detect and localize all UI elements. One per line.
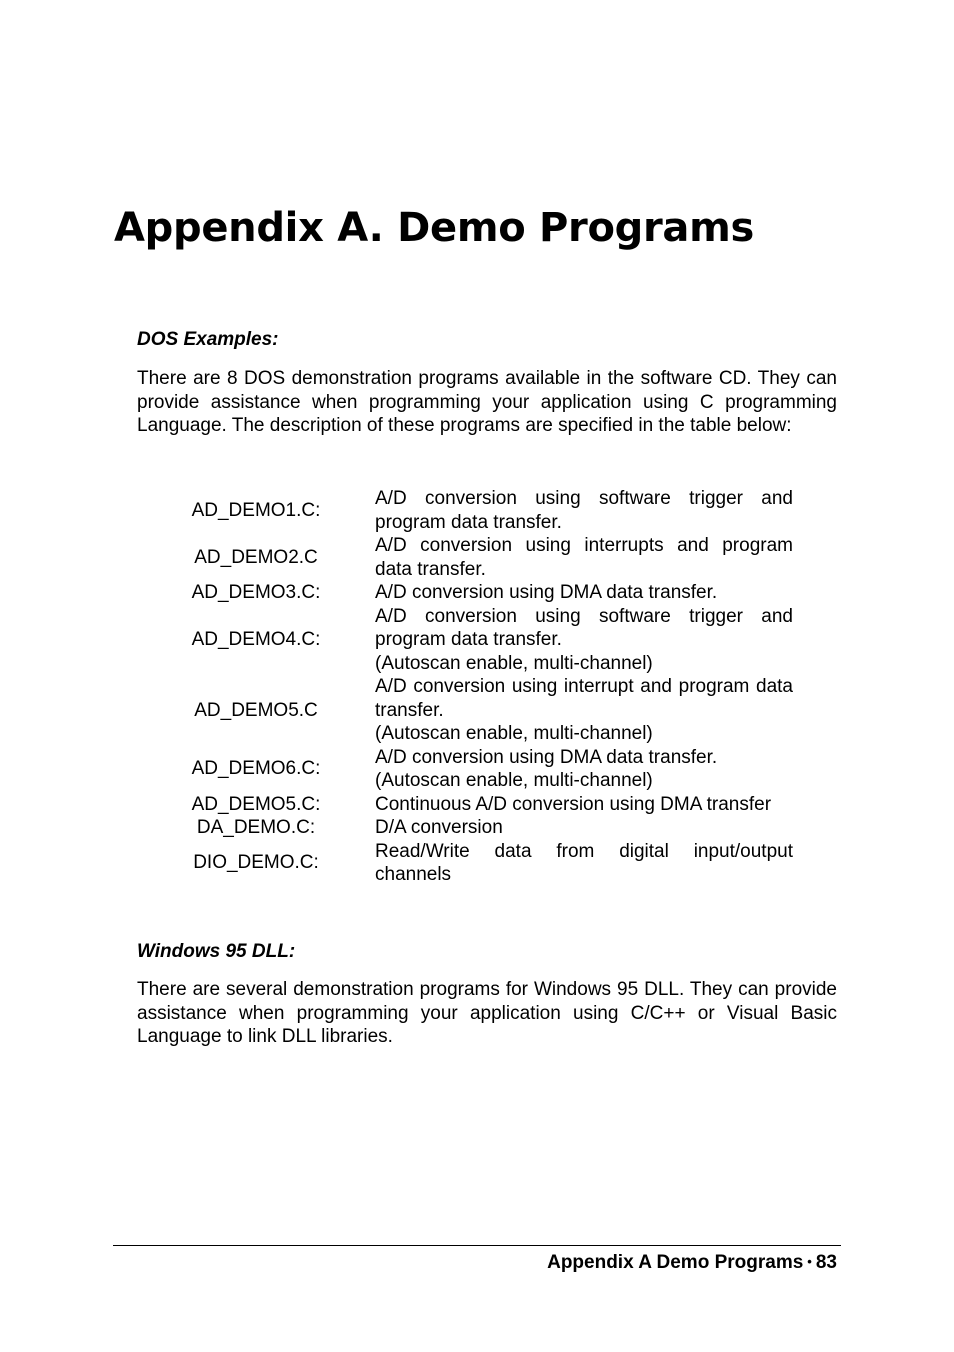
program-description [375, 605, 793, 676]
program-name: AD_DEMO4.C: [191, 629, 321, 650]
description-line: A/D conversion using software trigger and program data transfer. [375, 488, 793, 533]
program-name: AD_DEMO1.C: [191, 499, 321, 521]
description-line: Read/Write data from digital input/output channels [375, 840, 793, 885]
program-description [375, 840, 793, 887]
program-description [375, 675, 793, 746]
description-line: A/D conversion using interrupt and program data transfer. [375, 676, 793, 721]
table-row [137, 605, 793, 676]
dos-programs-table [137, 487, 793, 887]
footer-rule [113, 1245, 841, 1246]
table-row [137, 534, 793, 581]
table-row [137, 581, 793, 605]
program-description [375, 487, 793, 534]
table-row [137, 793, 793, 817]
program-description [375, 581, 793, 605]
description-line: (Autoscan enable, multi-channel) [375, 652, 653, 674]
dos-examples-heading: DOS Examples: [137, 329, 279, 350]
footer-label: Appendix A Demo Programs [547, 1252, 804, 1273]
chapter-title: Appendix A. Demo Programs [114, 205, 755, 251]
windows-intro-paragraph: There are several demonstration programs for Windows 95 DLL. They can provide assistance when programming your application using C/C++ or Visual Basic Language to link DLL libraries. [137, 979, 837, 1047]
description-line: A/D conversion using DMA data transfer. [375, 746, 718, 768]
program-name: DIO_DEMO.C: [193, 852, 319, 874]
description-line: A/D conversion using DMA data transfer. [375, 582, 718, 603]
description-line: (Autoscan enable, multi-channel) [375, 770, 653, 791]
program-name: DA_DEMO.C: [196, 817, 316, 838]
programs-table-body [137, 487, 793, 887]
table-row [137, 840, 793, 887]
description-line: D/A conversion [375, 817, 503, 838]
program-description [375, 746, 793, 793]
program-name: AD_DEMO3.C: [191, 582, 321, 603]
program-name: AD_DEMO6.C: [191, 758, 321, 780]
program-name: AD_DEMO2.C [194, 546, 318, 568]
program-name: AD_DEMO5.C [194, 699, 318, 721]
description-line: A/D conversion using interrupts and program data transfer. [375, 535, 793, 580]
table-row [137, 746, 793, 793]
page-footer [547, 1250, 837, 1275]
dos-intro-paragraph: There are 8 DOS demonstration programs available in the software CD. They can provide assistance when programming your application using C programming Language. The description of these programs are specified in the table below: [137, 368, 837, 436]
table-row [137, 487, 793, 534]
description-line: (Autoscan enable, multi-channel) [375, 723, 653, 744]
program-description [375, 793, 793, 817]
table-row [137, 675, 793, 746]
program-description [375, 534, 793, 581]
page-number: 83 [815, 1252, 837, 1273]
table-row [137, 816, 793, 840]
windows-dll-heading: Windows 95 DLL: [137, 941, 296, 962]
footer-bullet: • [807, 1254, 812, 1269]
description-line: Continuous A/D conversion using DMA transfer [375, 793, 772, 815]
program-description [375, 816, 793, 840]
description-line: A/D conversion using software trigger and program data transfer. [375, 605, 793, 650]
program-name: AD_DEMO5.C: [191, 793, 321, 815]
